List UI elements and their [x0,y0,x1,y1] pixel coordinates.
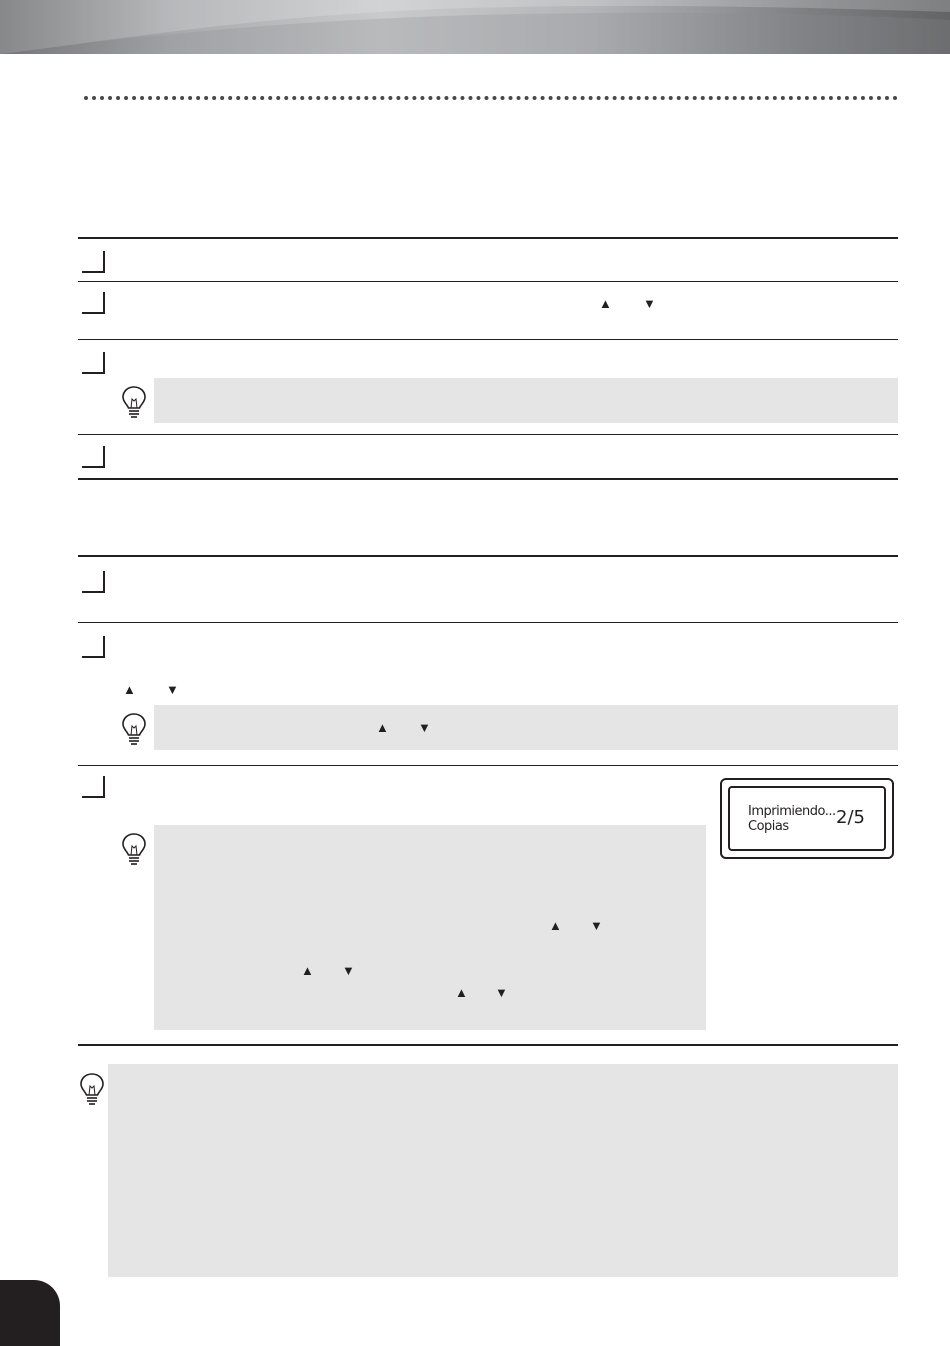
note-box-2 [154,705,898,750]
down-arrow-icon: ▼ [495,985,508,1000]
lightbulb-icon [79,1072,105,1106]
up-arrow-icon: ▲ [376,720,389,735]
lcd-line-1: Imprimiendo... [748,804,836,819]
step-marker-3 [82,352,105,374]
dotted-separator [84,96,898,100]
lightbulb-icon [121,832,147,866]
step-rule-7 [78,765,898,766]
lcd-line-2: Copias [748,819,789,834]
step-marker-6 [82,636,105,658]
step-marker-5 [82,571,105,593]
note-box-1 [154,378,898,423]
lcd-copy-count: 2/5 [836,807,865,828]
page-number-tab [0,1280,60,1346]
down-arrow-icon: ▼ [166,682,179,697]
lightbulb-icon [121,712,147,746]
step-rule-5 [78,555,898,557]
down-arrow-icon: ▼ [418,720,431,735]
note-box-4 [108,1064,898,1277]
section-end-rule-2 [78,1044,898,1046]
step-rule-2 [78,281,898,282]
step-marker-7 [82,776,105,798]
header-curve-decoration [0,0,950,54]
step-rule-1 [78,237,898,239]
up-arrow-icon: ▲ [301,963,314,978]
down-arrow-icon: ▼ [643,296,656,311]
section-end-rule-1 [78,478,898,480]
up-arrow-icon: ▲ [455,985,468,1000]
step-marker-2 [82,292,105,314]
lcd-display [720,778,894,859]
up-arrow-icon: ▲ [123,682,136,697]
step-marker-1 [82,251,105,273]
note-box-3 [154,825,706,1030]
step-rule-6 [78,622,898,623]
up-arrow-icon: ▲ [599,296,612,311]
lightbulb-icon [121,385,147,419]
step-rule-3 [78,339,898,340]
down-arrow-icon: ▼ [342,963,355,978]
step-marker-4 [82,446,105,468]
up-arrow-icon: ▲ [549,918,562,933]
step-rule-4 [78,434,898,435]
down-arrow-icon: ▼ [590,918,603,933]
